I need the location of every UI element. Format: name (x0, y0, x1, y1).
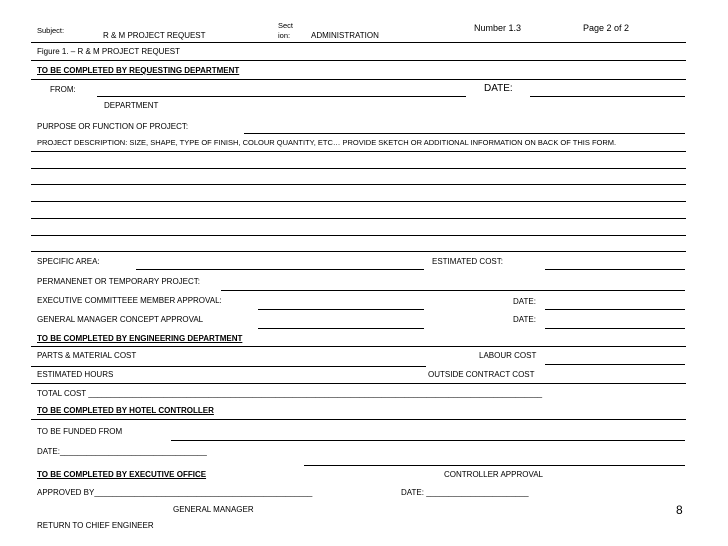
from-field[interactable] (97, 96, 466, 97)
return-label: RETURN TO CHIEF ENGINEER (37, 521, 154, 530)
exec-approval-field[interactable] (258, 309, 424, 310)
controller-approval-field[interactable] (304, 465, 685, 466)
figure-caption: Figure 1. – R & M PROJECT REQUEST (37, 47, 180, 56)
perm-temp-label: PERMANENET OR TEMPORARY PROJECT: (37, 277, 200, 286)
estimated-cost-field[interactable] (545, 269, 685, 270)
engineering-heading-rule (31, 346, 686, 347)
subject-label: Subject: (37, 26, 65, 35)
specific-area-label: SPECIFIC AREA: (37, 257, 100, 266)
description-line-3[interactable] (31, 184, 686, 185)
gm-date-label: DATE: (513, 315, 536, 324)
section-label-2: ion: (278, 31, 291, 40)
exec-date-label: DATE: (513, 297, 536, 306)
funded-from-field[interactable] (171, 440, 685, 441)
requesting-heading: TO BE COMPLETED BY REQUESTING DEPARTMENT (37, 66, 240, 75)
labour-cost-label: LABOUR COST (479, 351, 537, 360)
exec-date-field[interactable] (545, 309, 685, 310)
engineering-heading: TO BE COMPLETED BY ENGINEERING DEPARTMENT (37, 334, 243, 343)
gm-concept-label: GENERAL MANAGER CONCEPT APPROVAL (37, 315, 204, 324)
subject-value: R & M PROJECT REQUEST (103, 31, 206, 40)
caption-rule (31, 60, 686, 61)
specific-area-field[interactable] (136, 269, 424, 270)
parts-cost-field[interactable] (31, 366, 426, 367)
description-line-1[interactable] (31, 151, 686, 152)
funded-from-label: TO BE FUNDED FROM (37, 427, 123, 436)
description-line-2[interactable] (31, 168, 686, 169)
department-label: DEPARTMENT (104, 101, 159, 110)
controller-heading-rule (31, 419, 686, 420)
description-line-6[interactable] (31, 235, 686, 236)
gm-concept-field[interactable] (258, 328, 424, 329)
description-line-7[interactable] (31, 251, 686, 252)
labour-cost-field[interactable] (545, 364, 685, 365)
purpose-label: PURPOSE OR FUNCTION OF PROJECT: (37, 122, 189, 131)
page-indicator: Page 2 of 2 (583, 23, 630, 33)
controller-date-line[interactable]: DATE:_________________________________ (37, 447, 207, 456)
from-label: FROM: (50, 85, 76, 94)
estimated-hours-label: ESTIMATED HOURS (37, 370, 114, 379)
section-value: ADMINISTRATION (311, 31, 379, 40)
description-line-5[interactable] (31, 218, 686, 219)
page-number: 8 (676, 503, 683, 517)
total-cost-line[interactable]: TOTAL COST ______________________________________________________________________________________________________ (37, 389, 543, 398)
approved-by-line[interactable]: APPROVED BY_________________________________________________ (37, 488, 313, 497)
executive-date-line[interactable]: DATE: _______________________ (401, 488, 529, 497)
description-line-4[interactable] (31, 201, 686, 202)
parts-cost-label: PARTS & MATERIAL COST (37, 351, 137, 360)
section-label-1: Sect (278, 21, 294, 30)
document-number: Number 1.3 (474, 23, 522, 33)
header-rule (31, 42, 686, 43)
gm-date-field[interactable] (545, 328, 685, 329)
contract-cost-label: OUTSIDE CONTRACT COST (428, 370, 535, 379)
controller-heading: TO BE COMPLETED BY HOTEL CONTROLLER (37, 406, 214, 415)
general-manager-label: GENERAL MANAGER (173, 505, 254, 514)
description-label: PROJECT DESCRIPTION: SIZE, SHAPE, TYPE OF FINISH, COLOUR QUANTITY, ETC… PROVIDE SKETCH OR ADDITIONAL INFORMATION ON BACK OF THIS FORM. (37, 138, 617, 147)
hours-contract-rule[interactable] (31, 383, 686, 384)
purpose-field[interactable] (244, 133, 685, 134)
controller-approval-label: CONTROLLER APPROVAL (444, 470, 543, 479)
estimated-cost-label: ESTIMATED COST: (432, 257, 503, 266)
requesting-heading-rule (31, 79, 686, 80)
executive-heading: TO BE COMPLETED BY EXECUTIVE OFFICE (37, 470, 207, 479)
request-date-label: DATE: (484, 83, 513, 94)
request-date-field[interactable] (530, 96, 685, 97)
perm-temp-field[interactable] (221, 290, 685, 291)
exec-approval-label: EXECUTIVE COMMITTEEE MEMBER APPROVAL: (37, 296, 222, 305)
